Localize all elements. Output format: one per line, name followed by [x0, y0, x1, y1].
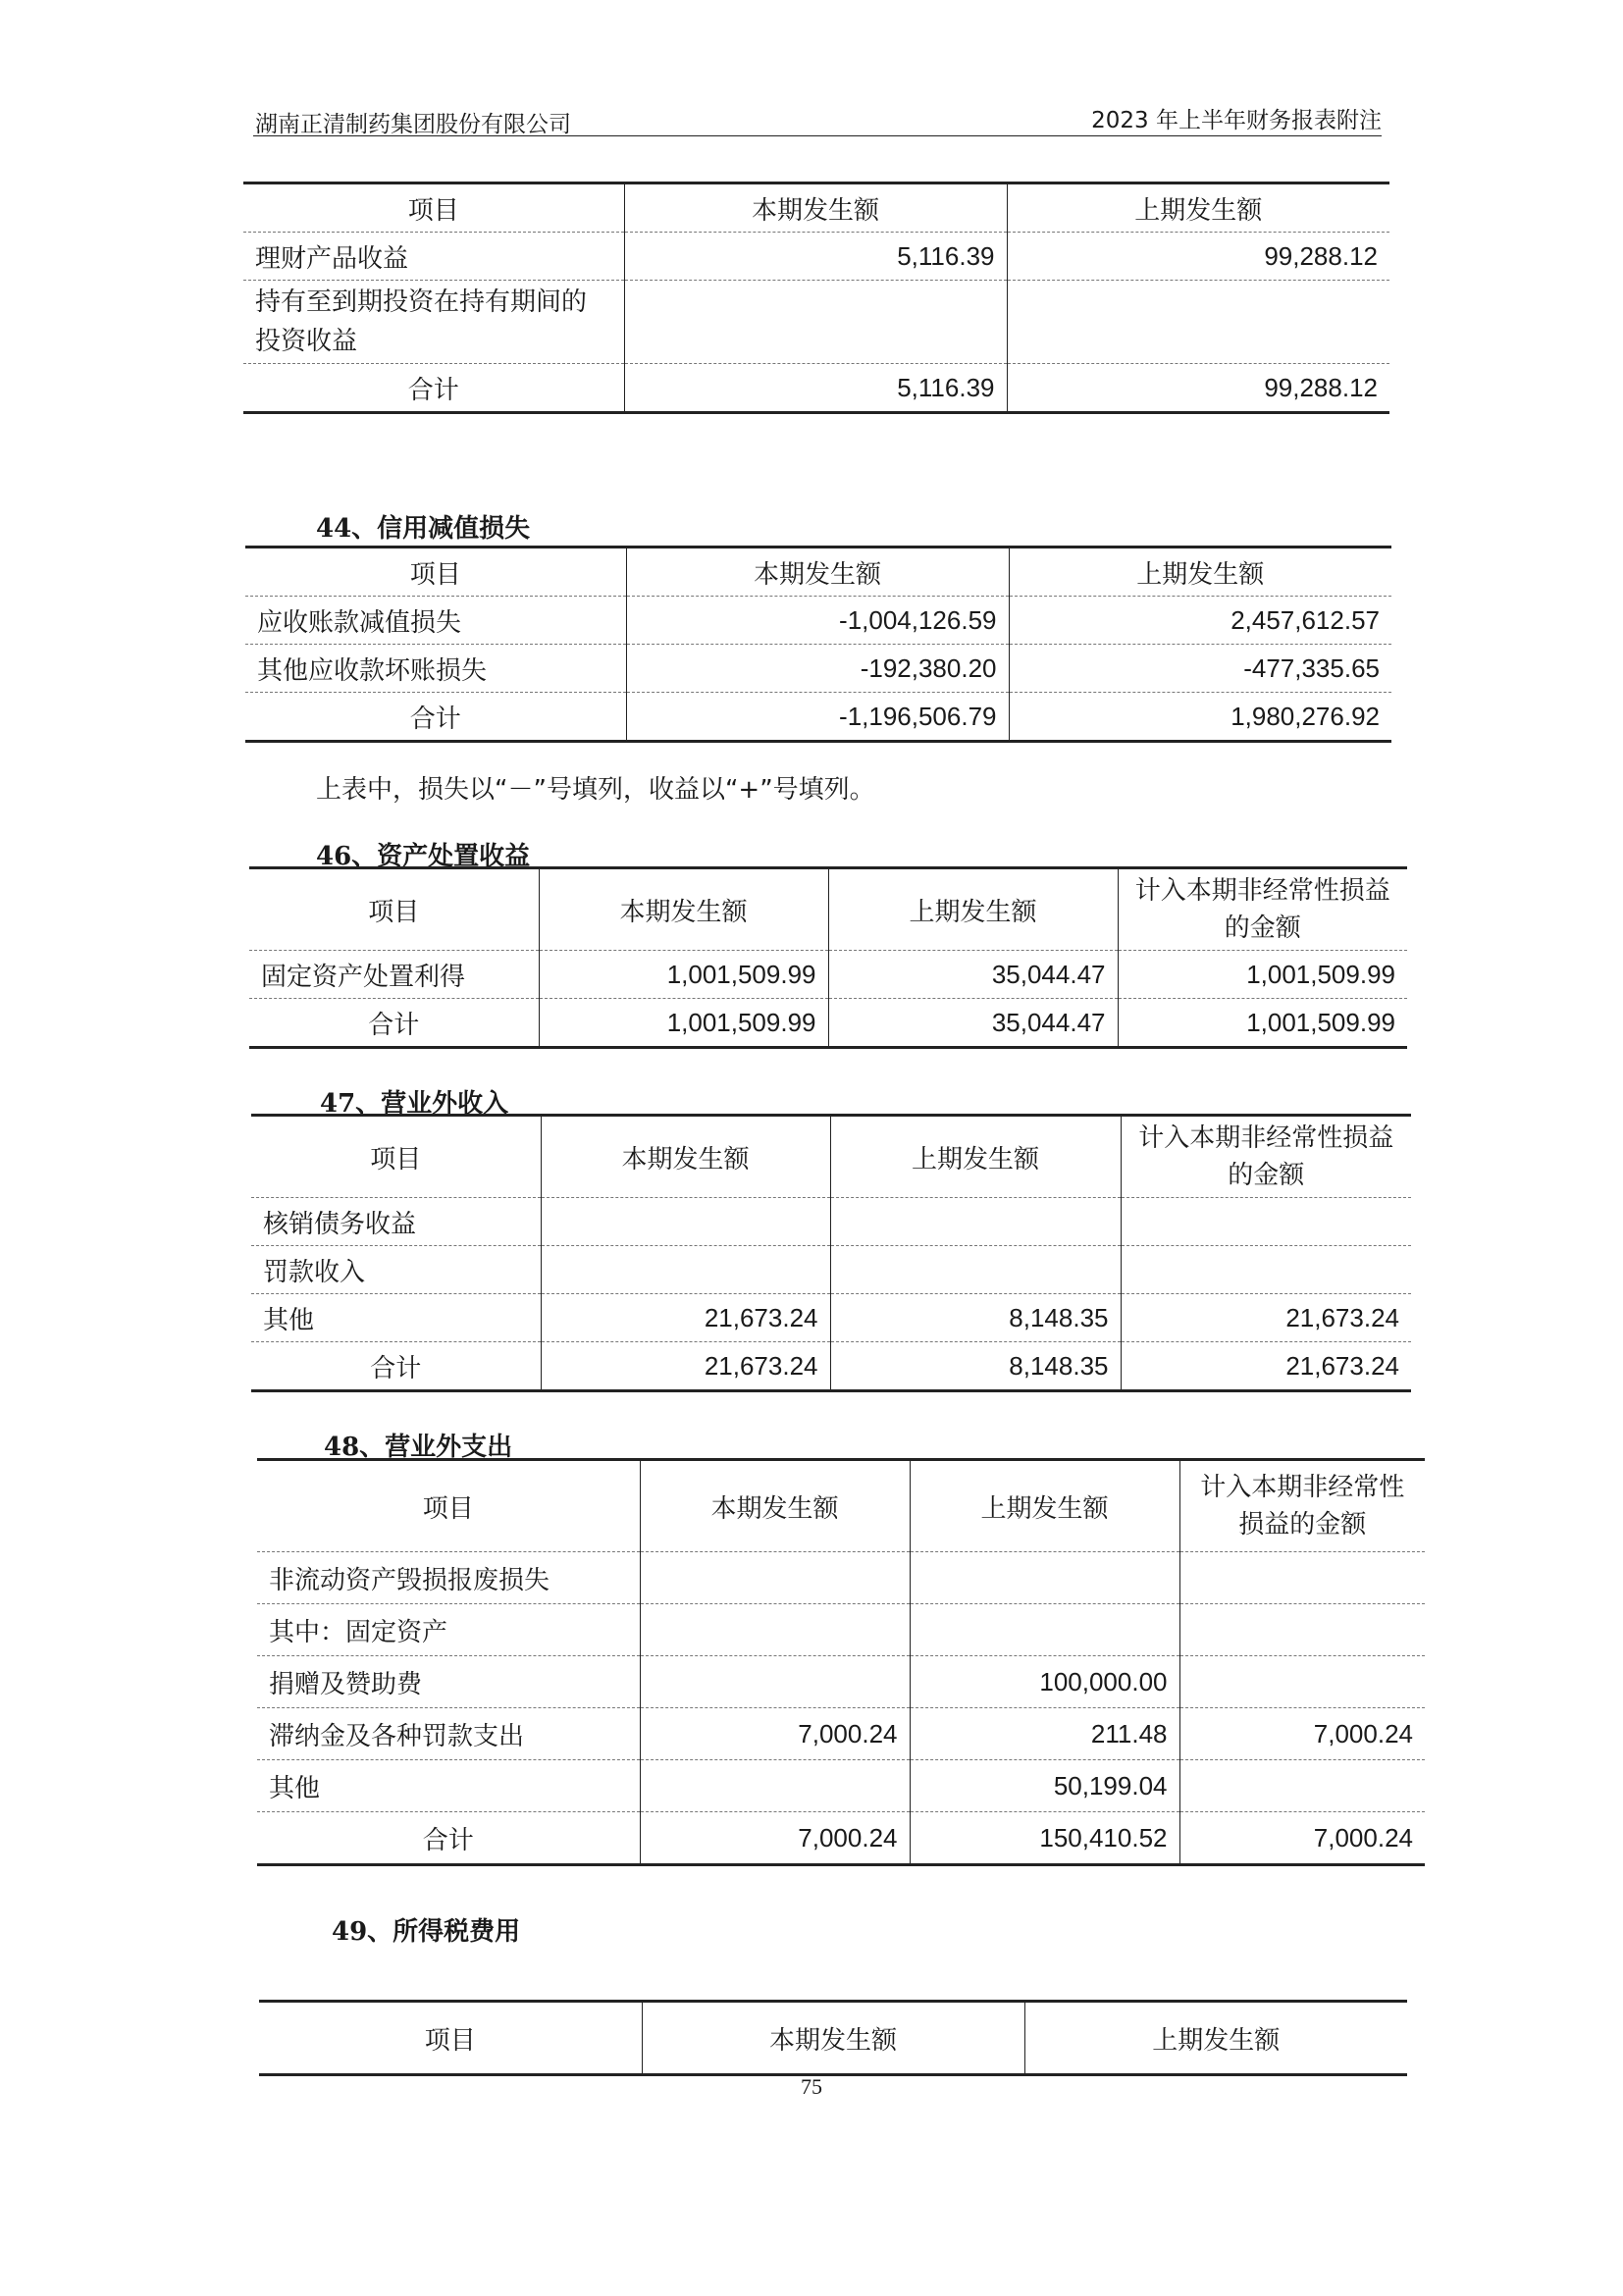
sign-note: 上表中，损失以“－”号填列，收益以“+”号填列。 [316, 775, 875, 805]
table-row [257, 1604, 1425, 1656]
table-row-total [257, 1812, 1425, 1865]
section-title-47: 47、营业外收入 [320, 1089, 509, 1119]
company-name: 湖南正清制药集团股份有限公司 [255, 112, 571, 137]
item-cell: 捐赠及赞助费 [257, 1656, 640, 1708]
item-cell: 非流动资产毁损报废损失 [257, 1552, 640, 1604]
header-cell: 本期发生额 [640, 1460, 910, 1552]
header-cell: 计入本期非经常性损益的金额 [1121, 1116, 1411, 1198]
value-cell: 1,001,509.99 [539, 999, 828, 1048]
table-row [257, 1552, 1425, 1604]
item-cell: 合计 [251, 1342, 541, 1391]
table-row [245, 597, 1391, 645]
table-row-total [243, 364, 1389, 413]
header-cell: 项目 [243, 183, 624, 233]
value-cell: 21,673.24 [1121, 1294, 1411, 1342]
table-header-row [259, 2002, 1407, 2075]
table-header-row [257, 1460, 1425, 1552]
header-cell: 上期发生额 [910, 1460, 1179, 1552]
value-cell: 211.48 [910, 1708, 1179, 1760]
item-cell: 合计 [257, 1812, 640, 1865]
header-cell: 计入本期非经常性损益的金额 [1179, 1460, 1425, 1552]
value-cell [1007, 281, 1389, 364]
value-cell [830, 1198, 1121, 1246]
header-cell: 本期发生额 [626, 548, 1009, 597]
header-cell: 上期发生额 [1007, 183, 1389, 233]
non-operating-income-table [251, 1114, 1411, 1392]
value-cell: 35,044.47 [828, 951, 1118, 999]
table-row-total [249, 999, 1407, 1048]
table-row [243, 281, 1389, 364]
value-cell: 1,001,509.99 [1118, 999, 1407, 1048]
header-cell: 上期发生额 [1009, 548, 1391, 597]
table-header-row [245, 548, 1391, 597]
table-row [249, 951, 1407, 999]
table-row-total [245, 693, 1391, 742]
table-row [257, 1656, 1425, 1708]
section-title-44: 44、信用减值损失 [316, 514, 531, 544]
item-cell: 罚款收入 [251, 1246, 541, 1294]
value-cell: 8,148.35 [830, 1294, 1121, 1342]
credit-impairment-table [245, 546, 1391, 743]
value-cell [640, 1604, 910, 1656]
value-cell: -192,380.20 [626, 645, 1009, 693]
investment-income-table [243, 182, 1389, 414]
value-cell: 150,410.52 [910, 1812, 1179, 1865]
table-row [251, 1294, 1411, 1342]
value-cell [910, 1604, 1179, 1656]
value-cell: 2,457,612.57 [1009, 597, 1391, 645]
value-cell [830, 1246, 1121, 1294]
value-cell: 1,001,509.99 [1118, 951, 1407, 999]
item-cell: 合计 [249, 999, 539, 1048]
item-cell: 固定资产处置利得 [249, 951, 539, 999]
item-cell: 其他 [251, 1294, 541, 1342]
value-cell [640, 1760, 910, 1812]
value-cell [1179, 1760, 1425, 1812]
header-cell: 项目 [257, 1460, 640, 1552]
item-cell: 其中：固定资产 [257, 1604, 640, 1656]
value-cell: 5,116.39 [624, 364, 1007, 413]
header-cell: 上期发生额 [1024, 2002, 1407, 2075]
table-row-total [251, 1342, 1411, 1391]
header-cell: 本期发生额 [539, 868, 828, 951]
value-cell: 21,673.24 [1121, 1342, 1411, 1391]
page-number: 75 [801, 2074, 822, 2099]
header-cell: 项目 [251, 1116, 541, 1198]
value-cell [541, 1246, 830, 1294]
header-cell: 本期发生额 [642, 2002, 1024, 2075]
table-row [251, 1246, 1411, 1294]
table-row [257, 1708, 1425, 1760]
header-cell: 上期发生额 [830, 1116, 1121, 1198]
value-cell: 8,148.35 [830, 1342, 1121, 1391]
header-cell: 本期发生额 [624, 183, 1007, 233]
section-title-49: 49、所得税费用 [332, 1917, 521, 1947]
value-cell: 7,000.24 [1179, 1812, 1425, 1865]
value-cell: 50,199.04 [910, 1760, 1179, 1812]
value-cell: 35,044.47 [828, 999, 1118, 1048]
item-cell: 合计 [243, 364, 624, 413]
value-cell: 100,000.00 [910, 1656, 1179, 1708]
value-cell: 1,001,509.99 [539, 951, 828, 999]
value-cell [1179, 1552, 1425, 1604]
header-rule [253, 135, 1382, 136]
value-cell: 1,980,276.92 [1009, 693, 1391, 742]
value-cell [640, 1552, 910, 1604]
value-cell: 99,288.12 [1007, 364, 1389, 413]
table-header-row [249, 868, 1407, 951]
value-cell: 7,000.24 [640, 1812, 910, 1865]
value-cell: 5,116.39 [624, 233, 1007, 281]
item-cell: 理财产品收益 [243, 233, 624, 281]
item-cell: 合计 [245, 693, 626, 742]
value-cell: 21,673.24 [541, 1294, 830, 1342]
item-cell: 持有至到期投资在持有期间的投资收益 [243, 281, 624, 364]
table-row [257, 1760, 1425, 1812]
item-cell: 其他 [257, 1760, 640, 1812]
income-tax-table [259, 2000, 1407, 2076]
item-cell: 核销债务收益 [251, 1198, 541, 1246]
value-cell: 7,000.24 [1179, 1708, 1425, 1760]
item-cell: 滞纳金及各种罚款支出 [257, 1708, 640, 1760]
value-cell [640, 1656, 910, 1708]
table-row [245, 645, 1391, 693]
report-title: 2023 年上半年财务报表附注 [1091, 108, 1382, 133]
value-cell: 21,673.24 [541, 1342, 830, 1391]
value-cell [910, 1552, 1179, 1604]
table-header-row [243, 183, 1389, 233]
value-cell [1121, 1198, 1411, 1246]
section-title-46: 46、资产处置收益 [316, 842, 531, 871]
value-cell [541, 1198, 830, 1246]
header-cell: 项目 [249, 868, 539, 951]
table-header-row [251, 1116, 1411, 1198]
value-cell: 7,000.24 [640, 1708, 910, 1760]
non-operating-expense-table [257, 1458, 1425, 1866]
header-cell: 本期发生额 [541, 1116, 830, 1198]
value-cell [1121, 1246, 1411, 1294]
value-cell [1179, 1604, 1425, 1656]
value-cell: 99,288.12 [1007, 233, 1389, 281]
item-cell: 应收账款减值损失 [245, 597, 626, 645]
header-cell: 计入本期非经常性损益的金额 [1118, 868, 1407, 951]
section-title-48: 48、营业外支出 [324, 1433, 513, 1462]
asset-disposal-table [249, 866, 1407, 1049]
value-cell: -1,196,506.79 [626, 693, 1009, 742]
table-row [251, 1198, 1411, 1246]
value-cell: -477,335.65 [1009, 645, 1391, 693]
header-cell: 项目 [259, 2002, 642, 2075]
table-row [243, 233, 1389, 281]
value-cell [624, 281, 1007, 364]
item-cell: 其他应收款坏账损失 [245, 645, 626, 693]
header-cell: 项目 [245, 548, 626, 597]
header-cell: 上期发生额 [828, 868, 1118, 951]
value-cell [1179, 1656, 1425, 1708]
value-cell: -1,004,126.59 [626, 597, 1009, 645]
